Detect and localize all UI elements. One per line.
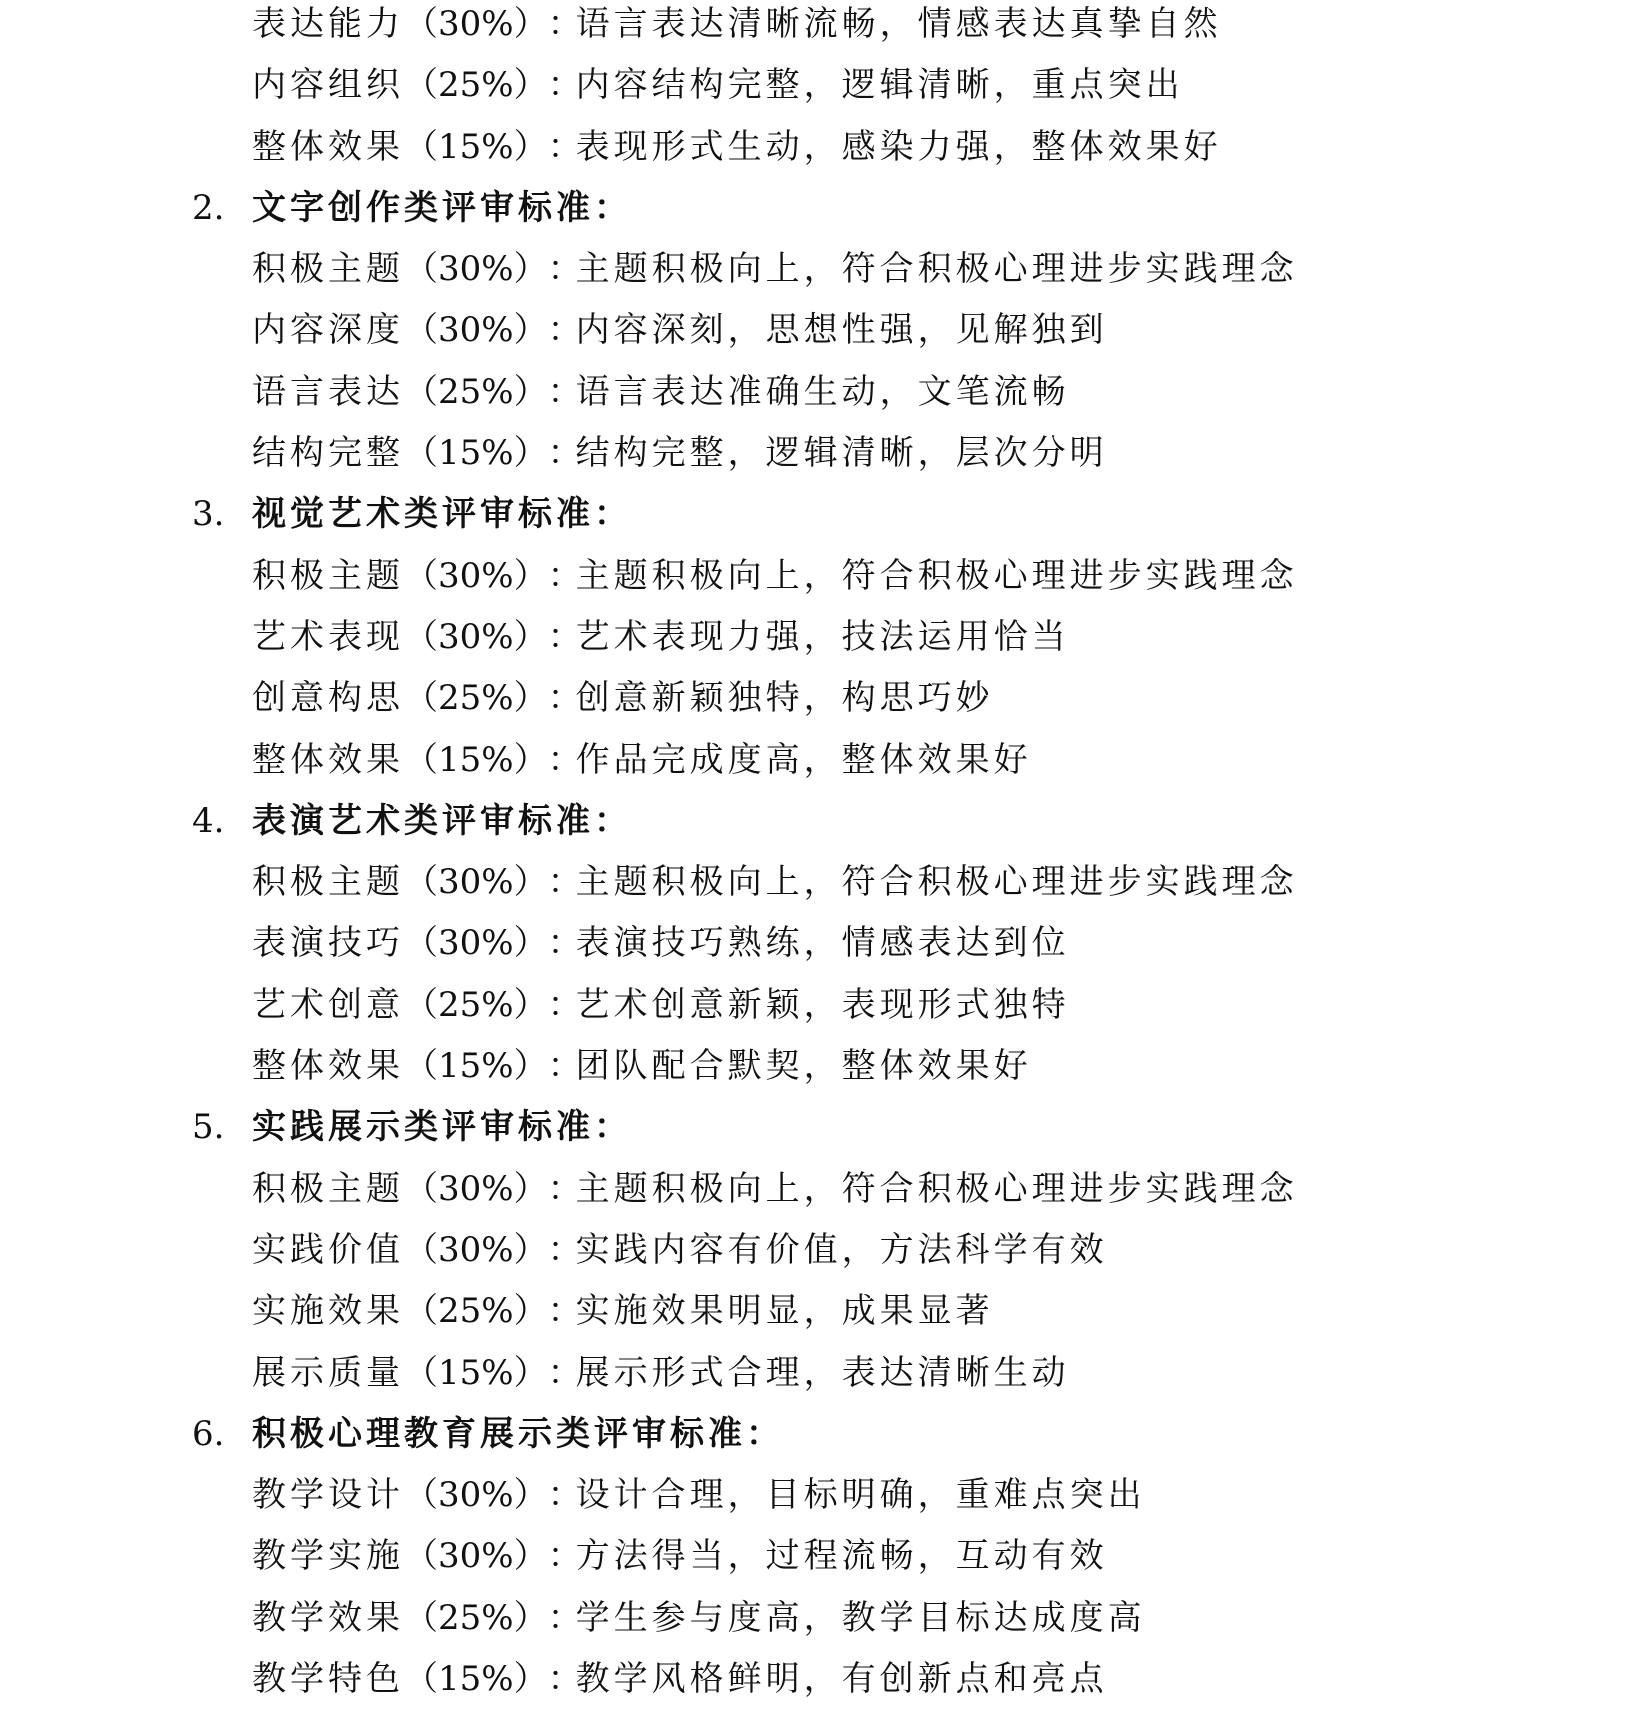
section-title: 文字创作类评审标准： [252, 187, 632, 228]
criterion-name: 积极主题 [252, 862, 404, 903]
criterion-colon: ： [547, 1475, 582, 1516]
section-number: 2. [192, 187, 225, 228]
criterion-colon: ： [547, 1536, 582, 1577]
criterion-name: 整体效果 [252, 126, 404, 167]
criterion-line [0, 1281, 1632, 1342]
criterion-description: 语言表达准确生动，文笔流畅 [575, 371, 1070, 412]
criterion-colon: ： [547, 1659, 582, 1700]
criterion-weight: （30%） [404, 1168, 548, 1209]
section-number: 6. [192, 1413, 225, 1454]
criterion-weight: （30%） [404, 616, 548, 657]
criterion-weight: （25%） [404, 678, 548, 719]
criterion-name: 内容深度 [252, 310, 404, 351]
criterion-description: 创意新颖独特，构思巧妙 [575, 678, 994, 719]
criterion-line [0, 730, 1632, 791]
criterion-description: 主题积极向上，符合积极心理进步实践理念 [575, 1168, 1298, 1209]
criterion-colon: ： [547, 249, 582, 290]
criterion-name: 展示质量 [252, 1352, 404, 1393]
criterion-colon: ： [547, 1597, 582, 1638]
criterion-line [0, 607, 1632, 668]
criterion-weight: （30%） [404, 1229, 548, 1270]
criterion-name: 教学设计 [252, 1475, 404, 1516]
criterion-name: 结构完整 [252, 433, 404, 474]
criterion-line [0, 1343, 1632, 1404]
criterion-name: 表演技巧 [252, 923, 404, 964]
criterion-description: 展示形式合理，表达清晰生动 [575, 1352, 1070, 1393]
section-title: 积极心理教育展示类评审标准： [252, 1413, 784, 1454]
criterion-line [0, 0, 1632, 55]
criterion-description: 实施效果明显，成果显著 [575, 1291, 994, 1332]
criterion-colon: ： [547, 1229, 582, 1270]
criterion-colon: ： [547, 1291, 582, 1332]
criterion-weight: （15%） [404, 739, 548, 780]
criterion-line [0, 117, 1632, 178]
criterion-description: 设计合理，目标明确，重难点突出 [575, 1475, 1146, 1516]
section-number: 4. [192, 800, 225, 841]
criterion-weight: （30%） [404, 1475, 548, 1516]
criterion-description: 艺术创意新颖，表现形式独特 [575, 984, 1070, 1025]
criterion-name: 实施效果 [252, 1291, 404, 1332]
criterion-name: 教学特色 [252, 1659, 404, 1700]
criterion-name: 教学实施 [252, 1536, 404, 1577]
criterion-name: 创意构思 [252, 678, 404, 719]
criterion-weight: （30%） [404, 310, 548, 351]
criterion-weight: （25%） [404, 1291, 548, 1332]
criterion-line [0, 300, 1632, 361]
criterion-colon: ： [547, 1168, 582, 1209]
section-title: 表演艺术类评审标准： [252, 800, 632, 841]
criterion-name: 教学效果 [252, 1597, 404, 1638]
criterion-name: 内容组织 [252, 65, 404, 106]
criterion-colon: ： [547, 678, 582, 719]
criterion-line [0, 1465, 1632, 1526]
criterion-colon: ： [547, 739, 582, 780]
criterion-weight: （30%） [404, 862, 548, 903]
criterion-line [0, 1220, 1632, 1281]
criterion-colon: ： [547, 1046, 582, 1087]
criterion-weight: （15%） [404, 1352, 548, 1393]
section-title: 实践展示类评审标准： [252, 1107, 632, 1148]
criterion-line [0, 362, 1632, 423]
criterion-weight: （15%） [404, 433, 548, 474]
criterion-line [0, 1588, 1632, 1649]
criterion-description: 实践内容有价值，方法科学有效 [575, 1229, 1108, 1270]
section-number: 3. [192, 494, 225, 535]
criterion-colon: ： [547, 310, 582, 351]
section-heading [0, 791, 1632, 852]
criterion-weight: （25%） [404, 1597, 548, 1638]
criterion-name: 实践价值 [252, 1229, 404, 1270]
criterion-description: 方法得当，过程流畅，互动有效 [575, 1536, 1108, 1577]
criterion-name: 艺术表现 [252, 616, 404, 657]
criterion-colon: ： [547, 126, 582, 167]
criterion-line [0, 975, 1632, 1036]
section-heading [0, 1097, 1632, 1158]
criterion-description: 内容结构完整，逻辑清晰，重点突出 [575, 65, 1184, 106]
criterion-name: 积极主题 [252, 249, 404, 290]
criterion-name: 语言表达 [252, 371, 404, 412]
criterion-name: 整体效果 [252, 1046, 404, 1087]
criterion-colon: ： [547, 862, 582, 903]
criterion-line [0, 852, 1632, 913]
criterion-description: 团队配合默契，整体效果好 [575, 1046, 1032, 1087]
criterion-description: 结构完整，逻辑清晰，层次分明 [575, 433, 1108, 474]
criterion-weight: （15%） [404, 1046, 548, 1087]
section-number: 5. [192, 1107, 225, 1148]
criterion-line [0, 1649, 1632, 1710]
criterion-weight: （15%） [404, 126, 548, 167]
criterion-description: 表现形式生动，感染力强，整体效果好 [575, 126, 1222, 167]
criterion-name: 整体效果 [252, 739, 404, 780]
section-heading [0, 1404, 1632, 1465]
criterion-name: 积极主题 [252, 555, 404, 596]
criterion-colon: ： [547, 555, 582, 596]
section-heading [0, 484, 1632, 545]
section-heading [0, 178, 1632, 239]
criterion-colon: ： [547, 433, 582, 474]
criterion-name: 积极主题 [252, 1168, 404, 1209]
criterion-description: 作品完成度高，整体效果好 [575, 739, 1032, 780]
section-title: 视觉艺术类评审标准： [252, 494, 632, 535]
criterion-line [0, 55, 1632, 116]
criterion-description: 表演技巧熟练，情感表达到位 [575, 923, 1070, 964]
criterion-description: 艺术表现力强，技法运用恰当 [575, 616, 1070, 657]
criterion-colon: ： [547, 984, 582, 1025]
criterion-name: 表达能力 [252, 4, 404, 44]
criterion-line [0, 1526, 1632, 1587]
criterion-line [0, 913, 1632, 974]
criterion-weight: （30%） [404, 555, 548, 596]
criterion-colon: ： [547, 4, 582, 44]
criterion-line [0, 239, 1632, 300]
criterion-weight: （30%） [404, 1536, 548, 1577]
criterion-description: 主题积极向上，符合积极心理进步实践理念 [575, 555, 1298, 596]
criterion-weight: （30%） [404, 4, 548, 44]
criterion-description: 主题积极向上，符合积极心理进步实践理念 [575, 862, 1298, 903]
criterion-colon: ： [547, 371, 582, 412]
criterion-colon: ： [547, 923, 582, 964]
criterion-colon: ： [547, 1352, 582, 1393]
criterion-weight: （25%） [404, 65, 548, 106]
criterion-description: 教学风格鲜明，有创新点和亮点 [575, 1659, 1108, 1700]
criterion-weight: （30%） [404, 923, 548, 964]
criterion-line [0, 668, 1632, 729]
criterion-weight: （25%） [404, 371, 548, 412]
criterion-description: 内容深刻，思想性强，见解独到 [575, 310, 1108, 351]
criterion-description: 主题积极向上，符合积极心理进步实践理念 [575, 249, 1298, 290]
criterion-name: 艺术创意 [252, 984, 404, 1025]
criterion-weight: （25%） [404, 984, 548, 1025]
criterion-line [0, 546, 1632, 607]
criterion-description: 语言表达清晰流畅，情感表达真挚自然 [575, 4, 1222, 44]
criterion-line [0, 423, 1632, 484]
criterion-line [0, 1159, 1632, 1220]
criterion-weight: （15%） [404, 1659, 548, 1700]
criterion-colon: ： [547, 616, 582, 657]
criterion-line [0, 1036, 1632, 1097]
criterion-description: 学生参与度高，教学目标达成度高 [575, 1597, 1146, 1638]
criterion-weight: （30%） [404, 249, 548, 290]
criterion-colon: ： [547, 65, 582, 106]
